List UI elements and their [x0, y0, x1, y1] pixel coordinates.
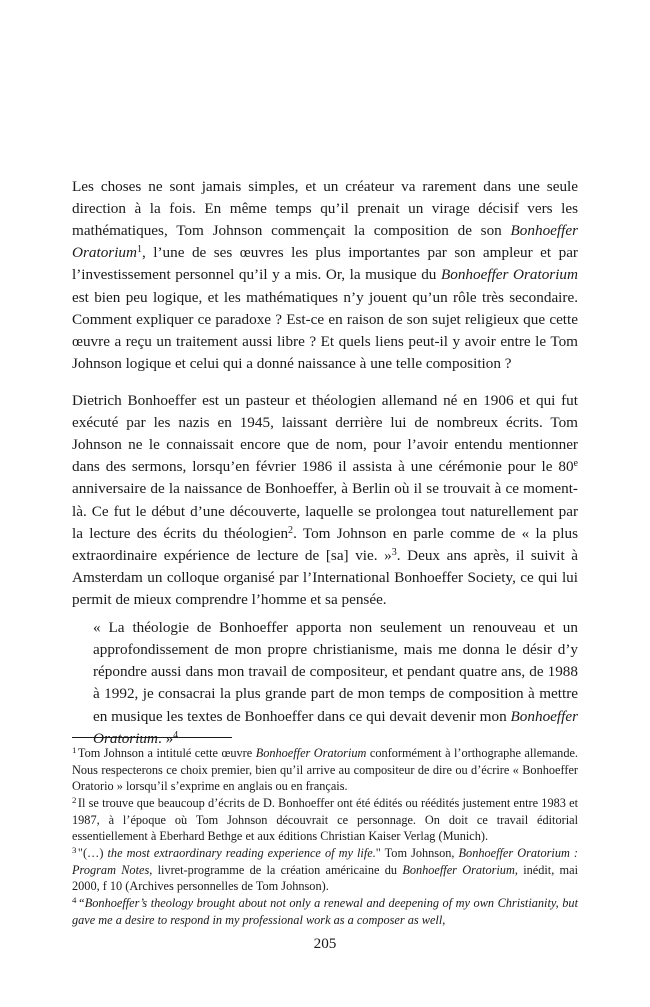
- italic-text: Bonhoeffer Oratorium: [93, 707, 578, 747]
- footnote-reference-marker: e: [573, 458, 578, 470]
- block-quotation-text: « La théologie de Bonhoeffer apporta non seulement un renouveau et un approfondissement de mon propre christianisme, mais me donna le désir d’y répondre aussi dans mon travail de compositeur, et pendant quatre ans, de 1988 à 1992, je consacrai la plus grande part de mon temps de composition à mettre en musique les textes de Bonhoeffer dans ce qui devait devenir mon Bonhoeffer Oratorium. »$^4$: [93, 619, 578, 747]
- italic-text: the most extraordinary reading experience of my life.: [107, 845, 376, 860]
- footnote-reference-marker: 1: [136, 244, 142, 256]
- footnote-entry: $^1$ Tom Johnson a intitulé cette œuvre Bonhoeffer Oratorium conformément à l’orthographe allemande. Nous respecterons ce choix premier, bien qu’il arrive au compositeur de dire ou d’écrire « Bonhoeffer Oratorio » lorsqu’il s’exprime en anglais ou en français.: [72, 744, 579, 794]
- footnote-separator-rule: [72, 737, 232, 738]
- italic-text: Bonhoeffer Oratorium: [255, 746, 367, 760]
- italic-text: Bonhoeffer Oratorium: [440, 266, 578, 284]
- page-body-text: [72, 176, 578, 750]
- footnote-number: 4: [72, 894, 77, 905]
- footnote-entry: $^2$ Il se trouve que beaucoup d’écrits de D. Bonhoeffer ont été édités ou réédités justement entre 1983 et 1987, à l’époque où Tom Johnson découvrait ce personnage. On doit ce travail éditorial essentiellement à Eberhard Bethge et aux éditions Christian Kaiser Verlag (Munich).: [72, 794, 578, 844]
- footnote-entry: $^3$ "(…) the most extraordinary reading experience of my life." Tom Johnson, Bonhoeffer Oratorium : Program Notes, livret-programme de la création américaine du Bonhoeffer Oratorium, inédit, mai 2000, f 10 (Archives personnelles de Tom Johnson).: [72, 844, 579, 894]
- italic-text: Bonhoeffer Oratorium: [72, 222, 578, 262]
- footnote-entry: [72, 895, 578, 928]
- footnote-list: [72, 745, 578, 928]
- footnotes-section: [72, 737, 578, 928]
- footnote-number: 2: [72, 794, 77, 805]
- italic-text: Bonhoeffer Oratorium: [402, 862, 515, 877]
- footnote-number: 3: [72, 844, 77, 855]
- body-paragraph-2: Dietrich Bonhoeffer est un pasteur et théologien allemand né en 1906 et qui fut exécuté par les nazis en 1945, laissant derrière lui de nombreux écrits. Tom Johnson ne le connaissait encore que de nom, pour l’avoir entendu mentionner dans des sermons, lorsqu’en février 1986 il assista à une cérémonie pour le 80e anniversaire de la naissance de Bonhoeffer, à Berlin où il se trouvait à ce moment-là. Ce fut le début d’une découverte, laquelle se prolongea tout naturellement par la lecture des écrits du théologien$^2$. Tom Johnson en parle comme de « la plus extraordinaire expérience de lecture de [sa] vie. »$^3$. Deux ans après, il suivit à Amsterdam un colloque organisé par l’International Bonhoeffer Society, ce qui lui permit de mieux comprendre l’homme et sa pensée.: [72, 391, 578, 608]
- body-paragraph-1: Les choses ne sont jamais simples, et un créateur va rarement dans une seule direction à la fois. En même temps qu’il prenait un virage décisif vers les mathématiques, Tom Johnson commençait la composition de son Bonhoeffer Oratorium$^1$, l’une de ses œuvres les plus importantes par son ampleur et par l’investissement personnel qu’il y a mis. Or, la musique du Bonhoeffer Oratorium est bien peu logique, et les mathématiques n’y jouent qu’un rôle très secondaire. Comment expliquer ce paradoxe ? Est-ce en raison de son sujet religieux que cette œuvre a reçu un traitement aussi libre ? Et quels liens peut-il y avoir entre le Tom Johnson logique et celui qui a donné naissance à une telle composition ?: [72, 178, 578, 372]
- footnote-reference-marker: 3: [391, 546, 397, 558]
- italic-text: Bonhoeffer Oratorium : Program Notes: [72, 845, 579, 877]
- footnote-reference-marker: 2: [288, 524, 294, 536]
- block-quotation: [93, 617, 578, 750]
- page-number: 205: [313, 935, 337, 952]
- footnote-reference-marker: 4: [173, 729, 179, 741]
- footnote-number: 1: [72, 744, 77, 755]
- italic-text: “Bonhoeffer’s theology brought about not only a renewal and deepening of my own Christianity, but gave me a desire to respond in my professional work as a composer as well,: [72, 895, 578, 927]
